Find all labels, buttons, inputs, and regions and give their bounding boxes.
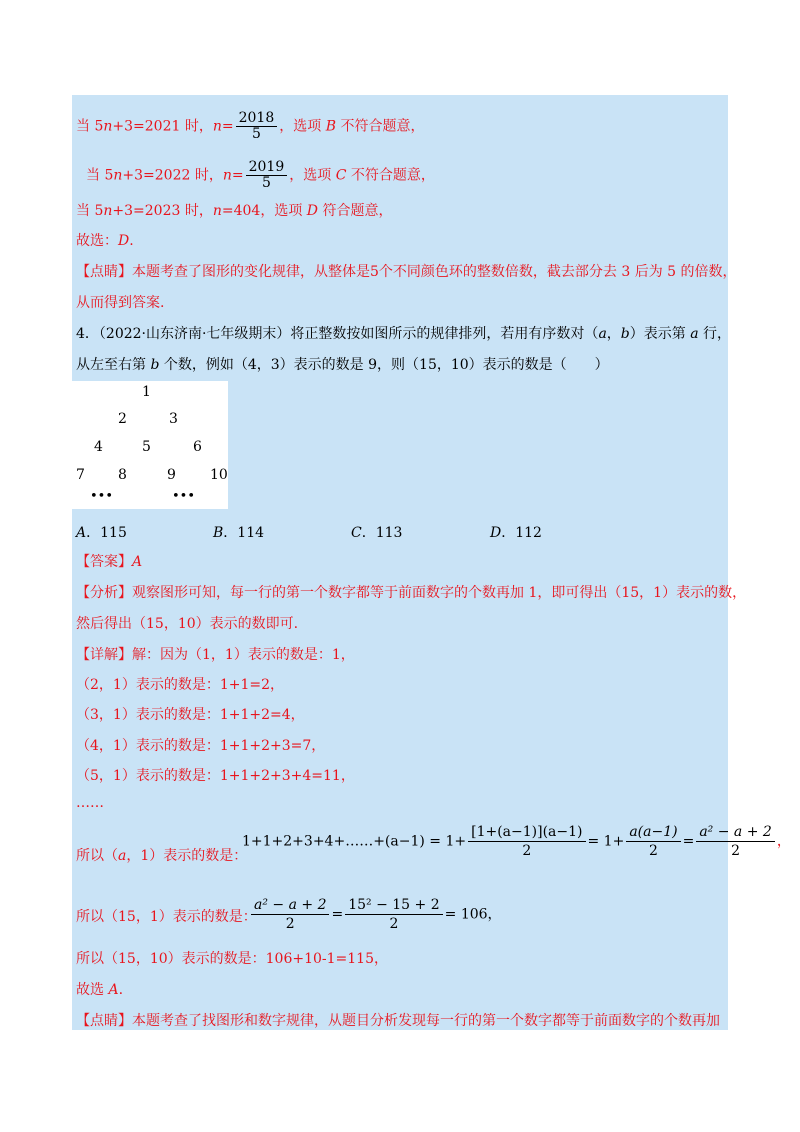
analysis-line: 然后得出（15，10）表示的数即可. [76, 616, 299, 632]
fraction: $\frac{a(a-1)}{2}$ [626, 823, 680, 860]
substitution-formula: $\frac{\text{a² − a + 2}}{2}$ = $\frac{\text{15² − 15 + 2}}{2}$ = 106， [249, 896, 502, 933]
figure-number: 1 [142, 384, 151, 400]
ellipsis-dots: ••• [172, 489, 196, 504]
figure-number: 8 [118, 467, 127, 483]
option-d[interactable]: D．112 [490, 525, 542, 541]
analysis-line: 【分析】观察图形可知，每一行的第一个数字都等于前面数字的个数再加 1，即可得出（15，1）表示的数， [76, 585, 747, 601]
ellipsis-dots: ••• [90, 489, 114, 504]
option-b[interactable]: B．114 [213, 525, 265, 541]
question-line: 4．（2022·山东济南·七年级期末）将正整数按如图所示的规律排列，若用有序数对（a，b）表示第 a 行， [76, 326, 732, 342]
fraction: $\frac{\text{15² − 15 + 2}}{2}$ [345, 896, 442, 933]
fraction: $\frac{2019}{5}$ [246, 160, 288, 191]
fraction: $\frac{\text{a² − a + 2}}{2}$ [251, 896, 329, 933]
number-triangle-figure [72, 381, 228, 509]
figure-number: 10 [210, 467, 228, 483]
detail-line: （3，1）表示的数是：1+1+2=4， [76, 707, 305, 723]
figure-number: 5 [142, 439, 151, 455]
fraction: $\frac{[1+(a-1)](a-1)}{2}$ [468, 823, 585, 860]
detail-line: （2，1）表示的数是：1+1=2， [76, 677, 284, 693]
solution-panel [72, 95, 728, 1030]
tip-tag: 【点睛】 [76, 264, 132, 280]
fraction: $\frac{2018}{5}$ [236, 111, 278, 142]
detail-line: （4，1）表示的数是：1+1+2+3=7， [76, 738, 326, 754]
option-c[interactable]: C．113 [351, 525, 403, 541]
text-line: 故选：D. [76, 233, 134, 249]
detail-line: 所以（15，1）表示的数是： [76, 909, 257, 925]
question-line: 从左至右第 b 个数，例如（4，3）表示的数是 9，则（15，10）表示的数是（ ） [76, 357, 609, 373]
detail-line: 故选 A. [76, 982, 124, 998]
general-formula: 1+1+2+3+4+……+(a−1) = 1+ $\frac{[1+(a-1)](a-1)}{2}$ = 1+ $\frac{a(a-1)}{2}$ = $\frac{\text{a² − a + 2}}{2}$ ， [242, 824, 791, 859]
text-line: 当 5n+3=2023 时，n=404，选项 D 符合题意， [76, 203, 393, 219]
figure-number: 7 [76, 467, 85, 483]
detail-line: 所以（a，1）表示的数是： [76, 848, 248, 864]
text-line: 【点睛】本题考查了图形的变化规律，从整体是5个不同颜色环的整数倍数，截去部分去 3 后为 5 的倍数， [76, 264, 737, 280]
figure-number: 2 [118, 411, 127, 427]
detail-line: 【详解】解：因为（1，1）表示的数是：1， [76, 647, 355, 663]
answer-line: 【答案】A [76, 554, 143, 570]
figure-number: 3 [169, 411, 178, 427]
tip-line: 【点睛】本题考查了找图形和数字规律，从题目分析发现每一行的第一个数字都等于前面数字的个数再加 [76, 1013, 720, 1029]
detail-line: （5，1）表示的数是：1+1+2+3+4=11， [76, 768, 355, 784]
text-line: 从而得到答案. [76, 295, 165, 311]
figure-number: 4 [94, 439, 103, 455]
detail-line: 所以（15，10）表示的数是：106+10-1=115， [76, 951, 388, 967]
text-line: 当 5n+3=2022 时，n= $\frac{2019}{5}$ ，选项 C 不符合题意， [86, 159, 435, 191]
figure-number: 6 [193, 439, 202, 455]
fraction: $\frac{\text{a² − a + 2}}{2}$ [696, 823, 774, 860]
option-a[interactable]: A．115 [76, 525, 127, 541]
detail-line: …… [76, 795, 104, 811]
figure-number: 9 [167, 467, 176, 483]
text-line: 当 5n+3=2021 时，n= $\frac{2018}{5}$ ，选项 B 不符合题意， [76, 110, 425, 142]
